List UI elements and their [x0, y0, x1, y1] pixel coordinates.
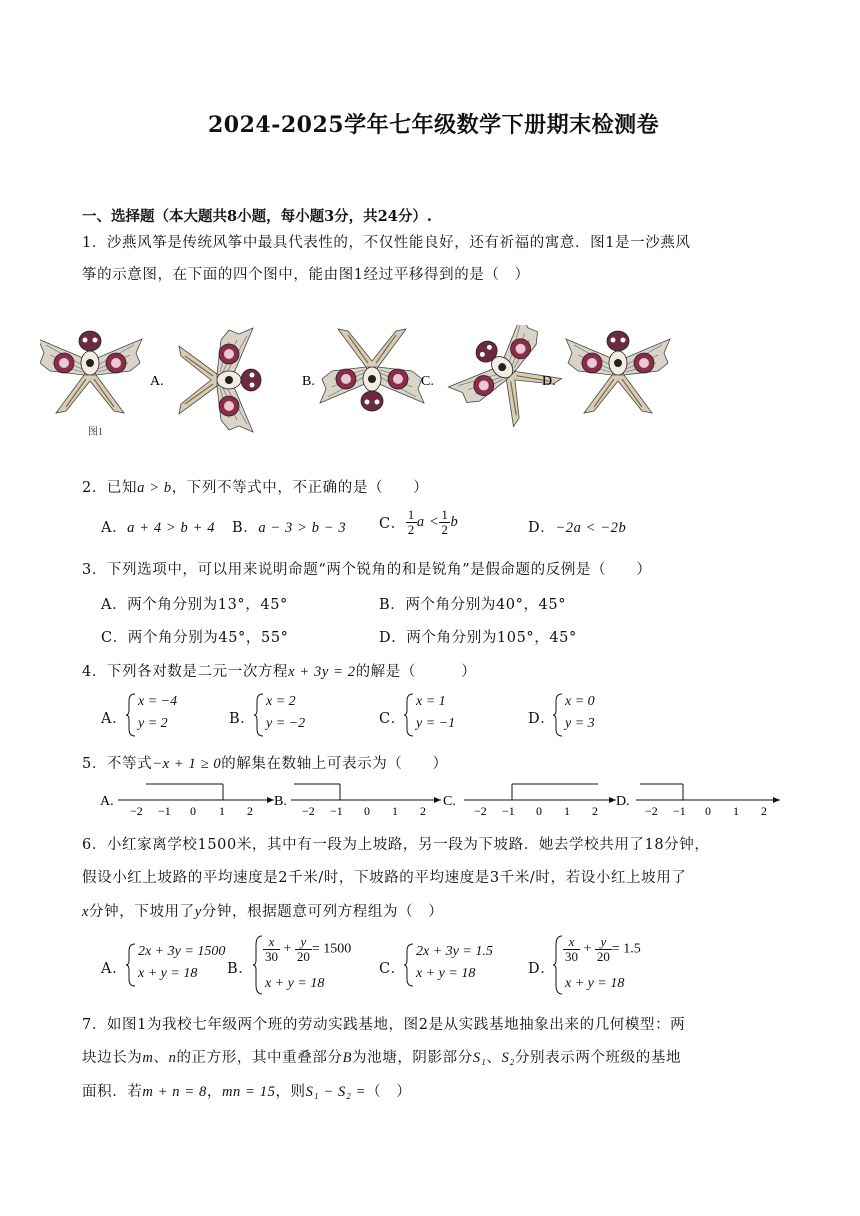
q6-option-d: $\frac{x}{30}$ + $\frac{y}{20}$ = 1.5 x + y = 18 [553, 935, 673, 995]
svg-text:2: 2 [761, 804, 767, 818]
q1-label-d: D. [542, 374, 556, 389]
svg-text:−2: −2 [474, 804, 487, 818]
q3-option-d: D．两个角分别为105°，45° [379, 630, 577, 646]
q4-option-a: x = −4 y = 2 [126, 693, 206, 737]
q5-label-d: D. [616, 794, 630, 809]
svg-text:−2: −2 [645, 804, 658, 818]
svg-text:−1: −1 [330, 804, 343, 818]
svg-text:2: 2 [247, 804, 253, 818]
numberline-a [118, 784, 274, 818]
q1-fig-caption: 图1 [88, 427, 103, 438]
q2-option-d: D．−2a < −2b [528, 520, 627, 536]
q5-label-b: B. [274, 794, 287, 809]
kite-original [40, 331, 142, 413]
svg-text:2: 2 [420, 804, 426, 818]
q6-line1: 6．小红家离学校1500米，其中有一段为上坡路，另一段为下坡路．她去学校共用了18分钟， [82, 837, 710, 853]
kite-option-b [320, 329, 424, 411]
svg-text:0: 0 [705, 804, 711, 818]
svg-text:1: 1 [392, 804, 398, 818]
q4-label-d: D． [528, 711, 556, 727]
section-header: 一、选择题（本大题共8小题，每小题3分，共24分）. [82, 208, 432, 225]
svg-text:−1: −1 [158, 804, 171, 818]
numberline-c [464, 784, 616, 818]
q1-label-b: B. [302, 374, 315, 389]
q1-kite-figures [40, 325, 680, 440]
q3-stem: 3．下列选项中，可以用来说明命题“两个锐角的和是锐角”是假命题的反例是（ ） [82, 562, 652, 578]
svg-text:1: 1 [733, 804, 739, 818]
q6-line2: 假设小红上坡路的平均速度是2千米/时，下坡路的平均速度是3千米/时，若设小红上坡用了 [82, 870, 687, 886]
q5-label-c: C. [443, 794, 456, 809]
q1-label-a: A. [150, 374, 164, 389]
svg-text:2: 2 [592, 804, 598, 818]
q7-line2: 块边长为m、n的正方形，其中重叠部分B为池塘，阴影部分S₁、S₂分别表示两个班级的基地 [82, 1050, 682, 1066]
svg-text:1: 1 [564, 804, 570, 818]
svg-text:0: 0 [364, 804, 370, 818]
q6-label-a: A． [101, 961, 128, 977]
q1-line2: 筝的示意图，在下面的四个图中，能由图1经过平移得到的是（ ） [82, 267, 530, 283]
q6-option-b: $\frac{x}{30}$ + $\frac{y}{20}$ = 1500 x + y = 18 [253, 935, 373, 995]
q6-label-c: C． [379, 961, 406, 977]
kite-option-d [566, 331, 670, 413]
svg-text:1: 1 [219, 804, 225, 818]
q2-option-b: B．a − 3 > b − 3 [232, 520, 347, 536]
q6-option-a: 2x + 3y = 1500 x + y = 18 [126, 943, 236, 987]
kite-option-a [179, 328, 261, 432]
q4-stem: 4．下列各对数是二元一次方程x + 3y = 2的解是（ ） [82, 664, 477, 680]
q5-number-lines [96, 778, 786, 818]
numberline-b [291, 784, 441, 818]
q4-label-a: A． [101, 711, 128, 727]
q1-label-c: C. [421, 374, 434, 389]
page-title: 2024-2025学年七年级数学下册期末检测卷 [208, 112, 660, 138]
q4-label-c: C． [379, 711, 406, 727]
q6-line3: x分钟，下坡用了y分钟，根据题意可列方程组为（ ） [82, 904, 444, 920]
q6-option-c: 2x + 3y = 1.5 x + y = 18 [404, 943, 514, 987]
svg-text:−1: −1 [502, 804, 515, 818]
q6-label-d: D． [528, 961, 556, 977]
q4-option-c: x = 1 y = −1 [404, 693, 484, 737]
q5-stem: 5．不等式−x + 1 ≥ 0的解集在数轴上可表示为（ ） [82, 756, 448, 772]
svg-text:0: 0 [190, 804, 196, 818]
q3-option-a: A．两个角分别为13°，45° [101, 597, 288, 613]
q4-option-b: x = 2 y = −2 [254, 693, 334, 737]
q1-line1: 1．沙燕风筝是传统风筝中最具代表性的，不仅性能良好，还有祈福的寓意．图1是一沙燕风 [82, 235, 691, 251]
q2-stem: 2．已知a > b，下列不等式中，不正确的是（ ） [82, 480, 429, 496]
svg-text:−2: −2 [302, 804, 315, 818]
q2-option-c: C． $\frac{1}{2}$ a < $\frac{1}{2}$ b [379, 507, 459, 537]
q3-option-c: C．两个角分别为45°，55° [101, 630, 289, 646]
q3-option-b: B．两个角分别为40°，45° [379, 597, 567, 613]
numberline-d [636, 784, 780, 818]
q2-option-a: A．a + 4 > b + 4 [101, 520, 216, 536]
q4-label-b: B． [229, 711, 256, 727]
q6-label-b: B． [227, 961, 254, 977]
q7-line1: 7．如图1为我校七年级两个班的劳动实践基地，图2是从实践基地抽象出来的几何模型：两 [82, 1017, 686, 1033]
q7-line3: 面积．若m + n = 8，mn = 15，则S₁ − S₂ =（ ） [82, 1084, 412, 1100]
svg-text:−1: −1 [673, 804, 686, 818]
q4-option-d: x = 0 y = 3 [553, 693, 633, 737]
svg-text:−2: −2 [130, 804, 143, 818]
q5-label-a: A. [100, 794, 114, 809]
svg-text:0: 0 [536, 804, 542, 818]
